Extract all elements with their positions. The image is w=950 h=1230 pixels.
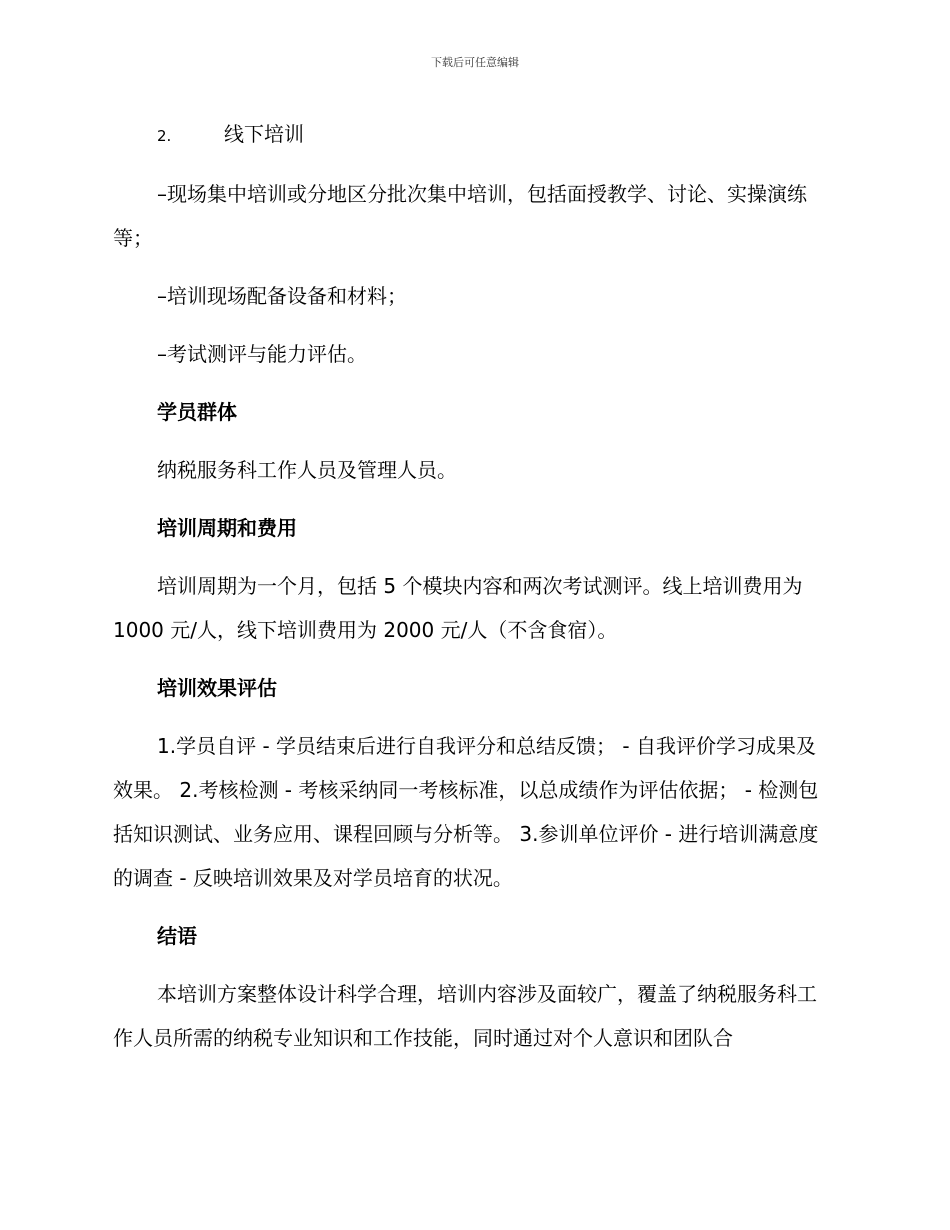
evaluation-text: 1.学员自评 - 学员结束后进行自我评分和总结反馈； - 自我评价学习成果及效果。 2.考核检测 - 考核采纳同一考核标准，以总成绩作为评估依据； - 检测包括知识测试、业务应用、课程回顾与分析等。 3.参训单位评价 - 进行培训满意度的调查 - 反映培训效果及对学员培育的状况。 [113, 734, 819, 890]
section-number: 2. [157, 127, 172, 145]
conclusion-text: 本培训方案整体设计科学合理，培训内容涉及面较广，覆盖了纳税服务科工作人员所需的纳税专业知识和工作技能，同时通过对个人意识和团队合 [113, 982, 817, 1050]
trainees-text: 纳税服务科工作人员及管理人员。 [157, 458, 457, 482]
evaluation-heading: 培训效果评估 [157, 676, 277, 700]
section-title: 线下培训 [224, 122, 304, 146]
header-note: 下载后可任意编辑 [431, 56, 519, 69]
offline-item-2: –培训现场配备设备和材料； [157, 284, 407, 308]
section-offline-title [113, 112, 831, 158]
period-cost-heading: 培训周期和费用 [157, 516, 297, 540]
document-body [113, 112, 831, 1074]
trainees-heading: 学员群体 [157, 400, 237, 424]
period-cost-text: 培训周期为一个月，包括 5 个模块内容和两次考试测评。线上培训费用为 1000 元/人，线下培训费用为 2000 元/人（不含食宿）。 [113, 574, 803, 642]
conclusion-heading: 结语 [157, 924, 197, 948]
offline-item-3: –考试测评与能力评估。 [157, 342, 367, 366]
offline-item-1: –现场集中培训或分地区分批次集中培训，包括面授教学、讨论、实操演练等； [113, 182, 807, 250]
